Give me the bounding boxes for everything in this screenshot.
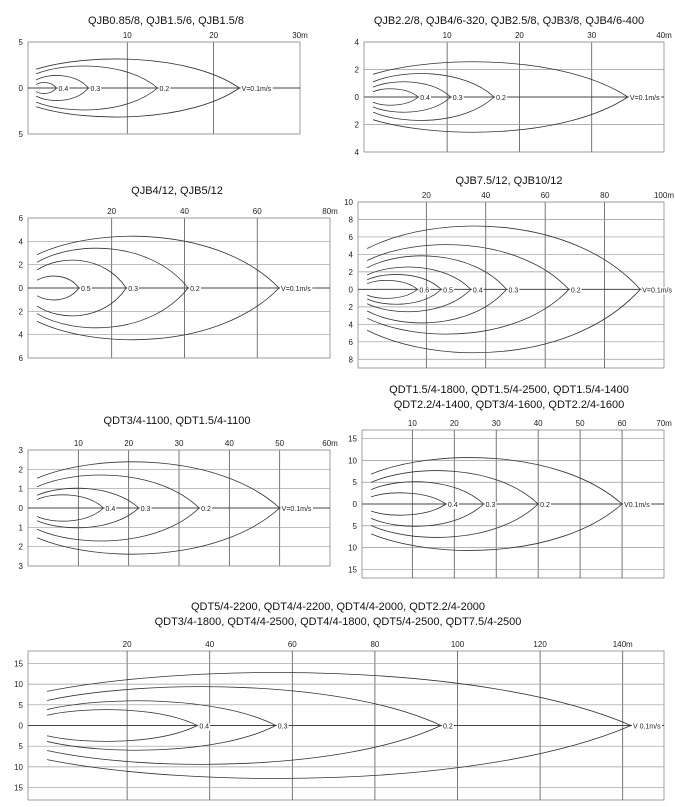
x-tick-label: 100m bbox=[653, 191, 675, 200]
y-tick-label: 0 bbox=[18, 84, 23, 93]
contour-label: V=0.1m/s bbox=[241, 86, 272, 93]
chart-title: QJB2.2/8, QJB4/6-320, QJB2.5/8, QJB3/8, QJB4/6-400 bbox=[373, 15, 645, 27]
y-tick-label: 4 bbox=[348, 250, 353, 260]
contour-label: 0.3 bbox=[277, 723, 288, 731]
y-tick-label: 15 bbox=[348, 434, 357, 444]
x-tick-label: 50 bbox=[575, 419, 585, 428]
chart-panel-4 bbox=[344, 175, 674, 368]
contour-label: 0.4 bbox=[199, 723, 210, 731]
y-tick-label: 5 bbox=[18, 130, 23, 139]
contour-label: 0.3 bbox=[140, 506, 151, 513]
x-tick-label: 60 bbox=[287, 640, 297, 649]
x-tick-label: 20 bbox=[421, 191, 431, 200]
contour-label: 0.2 bbox=[190, 286, 200, 293]
y-tick-label: 1 bbox=[18, 523, 23, 533]
x-tick-label: 30 bbox=[587, 31, 597, 40]
y-tick-label: 3 bbox=[18, 446, 23, 455]
x-tick-label: 60 bbox=[617, 419, 627, 428]
contour-label: 0.3 bbox=[128, 286, 138, 293]
x-tick-label: 70m bbox=[656, 419, 672, 428]
contour-label: 0.5 bbox=[443, 287, 453, 295]
contour-label: 0.2 bbox=[496, 95, 506, 102]
x-tick-label: 10 bbox=[442, 31, 452, 40]
y-tick-label: 6 bbox=[18, 354, 23, 363]
y-tick-label: 2 bbox=[18, 307, 23, 317]
contour-label: 0.6 bbox=[419, 287, 430, 295]
chart-panel-1 bbox=[19, 15, 309, 139]
contour-label: 0.3 bbox=[485, 502, 496, 509]
chart-panel-5 bbox=[19, 415, 339, 571]
contour-label: V 0.1m/s bbox=[632, 723, 661, 731]
y-tick-label: 0 bbox=[18, 284, 23, 293]
chart-title: QJB7.5/12, QJB10/12 bbox=[455, 175, 563, 187]
x-tick-label: 20 bbox=[124, 439, 134, 448]
chart-title: QJB0.85/8, QJB1.5/6, QJB1.5/8 bbox=[88, 15, 244, 27]
y-tick-label: 3 bbox=[18, 562, 23, 571]
y-tick-label: 2 bbox=[18, 542, 23, 552]
x-tick-label: 40 bbox=[533, 419, 543, 428]
chart-title: QDT3/4-1100, QDT1.5/4-1100 bbox=[103, 415, 251, 427]
chart-panel-3 bbox=[19, 185, 339, 363]
x-tick-label: 40 bbox=[481, 191, 491, 200]
y-tick-label: 8 bbox=[348, 215, 353, 225]
y-tick-label: 2 bbox=[348, 267, 353, 277]
y-tick-label: 6 bbox=[18, 214, 23, 223]
x-tick-label: 40 bbox=[180, 207, 189, 216]
y-tick-label: 10 bbox=[14, 762, 23, 772]
y-tick-label: 15 bbox=[14, 659, 23, 669]
x-tick-label: 50 bbox=[275, 439, 285, 448]
contour-label: 0.2 bbox=[442, 723, 453, 731]
y-tick-label: 2 bbox=[18, 465, 23, 475]
chart-panel-7 bbox=[14, 601, 664, 800]
contour-label: 0.4 bbox=[105, 506, 116, 513]
y-tick-label: 4 bbox=[354, 148, 359, 157]
contour-label: V=0.1m/s bbox=[281, 506, 312, 513]
x-tick-label: 80 bbox=[600, 191, 610, 200]
contour-label: V=0.1m/s bbox=[629, 95, 660, 102]
y-tick-label: 2 bbox=[348, 302, 353, 312]
contour-label: 0.2 bbox=[570, 287, 581, 295]
y-tick-label: 5 bbox=[18, 38, 23, 47]
y-tick-label: 0 bbox=[348, 285, 353, 295]
contour-label: 0.5 bbox=[80, 286, 91, 293]
contour-label: 0.4 bbox=[58, 86, 69, 93]
y-tick-label: 5 bbox=[18, 742, 23, 752]
chart-subtitle: QDT2.2/4-1400, QDT3/4-1600, QDT2.2/4-1600 bbox=[393, 399, 625, 411]
contour-label: 0.3 bbox=[452, 95, 463, 102]
x-tick-label: 20 bbox=[449, 419, 459, 428]
x-tick-label: 30m bbox=[292, 31, 308, 40]
x-tick-label: 40m bbox=[656, 31, 672, 40]
x-tick-label: 10 bbox=[122, 31, 132, 40]
contour-label: 0.2 bbox=[201, 506, 211, 513]
contour-label: 0.4 bbox=[472, 287, 483, 295]
contour-label: V=0.1m/s bbox=[642, 287, 672, 295]
y-tick-label: 6 bbox=[348, 337, 353, 347]
x-tick-label: 80m bbox=[322, 207, 338, 216]
y-tick-label: 5 bbox=[18, 700, 23, 710]
chart-title: QDT1.5/4-1800, QDT1.5/4-2500, QDT1.5/4-1400 bbox=[389, 384, 629, 396]
y-tick-label: 0 bbox=[352, 500, 357, 509]
x-tick-label: 60 bbox=[540, 191, 550, 200]
x-tick-label: 80 bbox=[370, 640, 380, 649]
x-tick-label: 140m bbox=[612, 640, 633, 649]
y-tick-label: 2 bbox=[18, 260, 23, 270]
x-tick-label: 20 bbox=[107, 207, 117, 216]
contour-label: 0.2 bbox=[540, 502, 550, 509]
x-tick-label: 30 bbox=[174, 439, 184, 448]
contour-label: 0.3 bbox=[90, 86, 101, 93]
x-tick-label: 30 bbox=[491, 419, 501, 428]
y-tick-label: 4 bbox=[354, 38, 359, 47]
y-tick-label: 15 bbox=[14, 783, 23, 793]
y-tick-label: 2 bbox=[354, 65, 359, 75]
x-tick-label: 10 bbox=[73, 439, 83, 448]
x-tick-label: 10 bbox=[407, 419, 417, 428]
y-tick-label: 4 bbox=[18, 237, 23, 247]
x-tick-label: 40 bbox=[224, 439, 234, 448]
x-tick-label: 40 bbox=[205, 640, 215, 649]
chart-panel-2 bbox=[355, 15, 673, 157]
plot-frame bbox=[358, 202, 664, 368]
y-tick-label: 10 bbox=[348, 543, 357, 553]
y-tick-label: 0 bbox=[354, 93, 359, 102]
x-tick-label: 60 bbox=[252, 207, 262, 216]
contour-label: 0.4 bbox=[447, 502, 458, 509]
y-tick-label: 1 bbox=[18, 484, 23, 494]
y-tick-label: 0 bbox=[18, 504, 23, 513]
y-tick-label: 2 bbox=[354, 120, 359, 130]
y-tick-label: 6 bbox=[348, 232, 353, 242]
y-tick-label: 10 bbox=[344, 198, 353, 207]
x-tick-label: 20 bbox=[209, 31, 219, 40]
chart-title: QDT5/4-2200, QDT4/4-2200, QDT4/4-2000, QDT2.2/4-2000 bbox=[190, 601, 486, 613]
y-tick-label: 10 bbox=[348, 456, 357, 466]
chart-subtitle: QDT3/4-1800, QDT4/4-2500, QDT4/4-1800, QDT5/4-2500, QDT7.5/4-2500 bbox=[154, 616, 522, 628]
x-tick-label: 60m bbox=[322, 439, 338, 448]
contour-label: V0.1m/s bbox=[624, 502, 650, 509]
chart-panel-6 bbox=[348, 384, 672, 578]
contour-label: 0.3 bbox=[508, 287, 519, 295]
x-tick-label: 20 bbox=[514, 31, 524, 40]
y-tick-label: 4 bbox=[348, 320, 353, 330]
contour-label: V=0.1m/s bbox=[281, 286, 311, 293]
y-tick-label: 10 bbox=[14, 680, 23, 690]
y-tick-label: 5 bbox=[352, 521, 357, 531]
contour-label: 0.4 bbox=[420, 95, 430, 102]
y-tick-label: 5 bbox=[352, 478, 357, 488]
x-tick-label: 120 bbox=[533, 640, 547, 649]
chart-title: QJB4/12, QJB5/12 bbox=[131, 185, 223, 197]
x-tick-label: 100 bbox=[450, 640, 465, 649]
y-tick-label: 4 bbox=[18, 330, 23, 340]
x-tick-label: 20 bbox=[122, 640, 132, 649]
y-tick-label: 0 bbox=[18, 721, 23, 731]
contour-label: 0.2 bbox=[159, 86, 170, 93]
y-tick-label: 8 bbox=[348, 355, 353, 365]
y-tick-label: 15 bbox=[348, 565, 357, 575]
